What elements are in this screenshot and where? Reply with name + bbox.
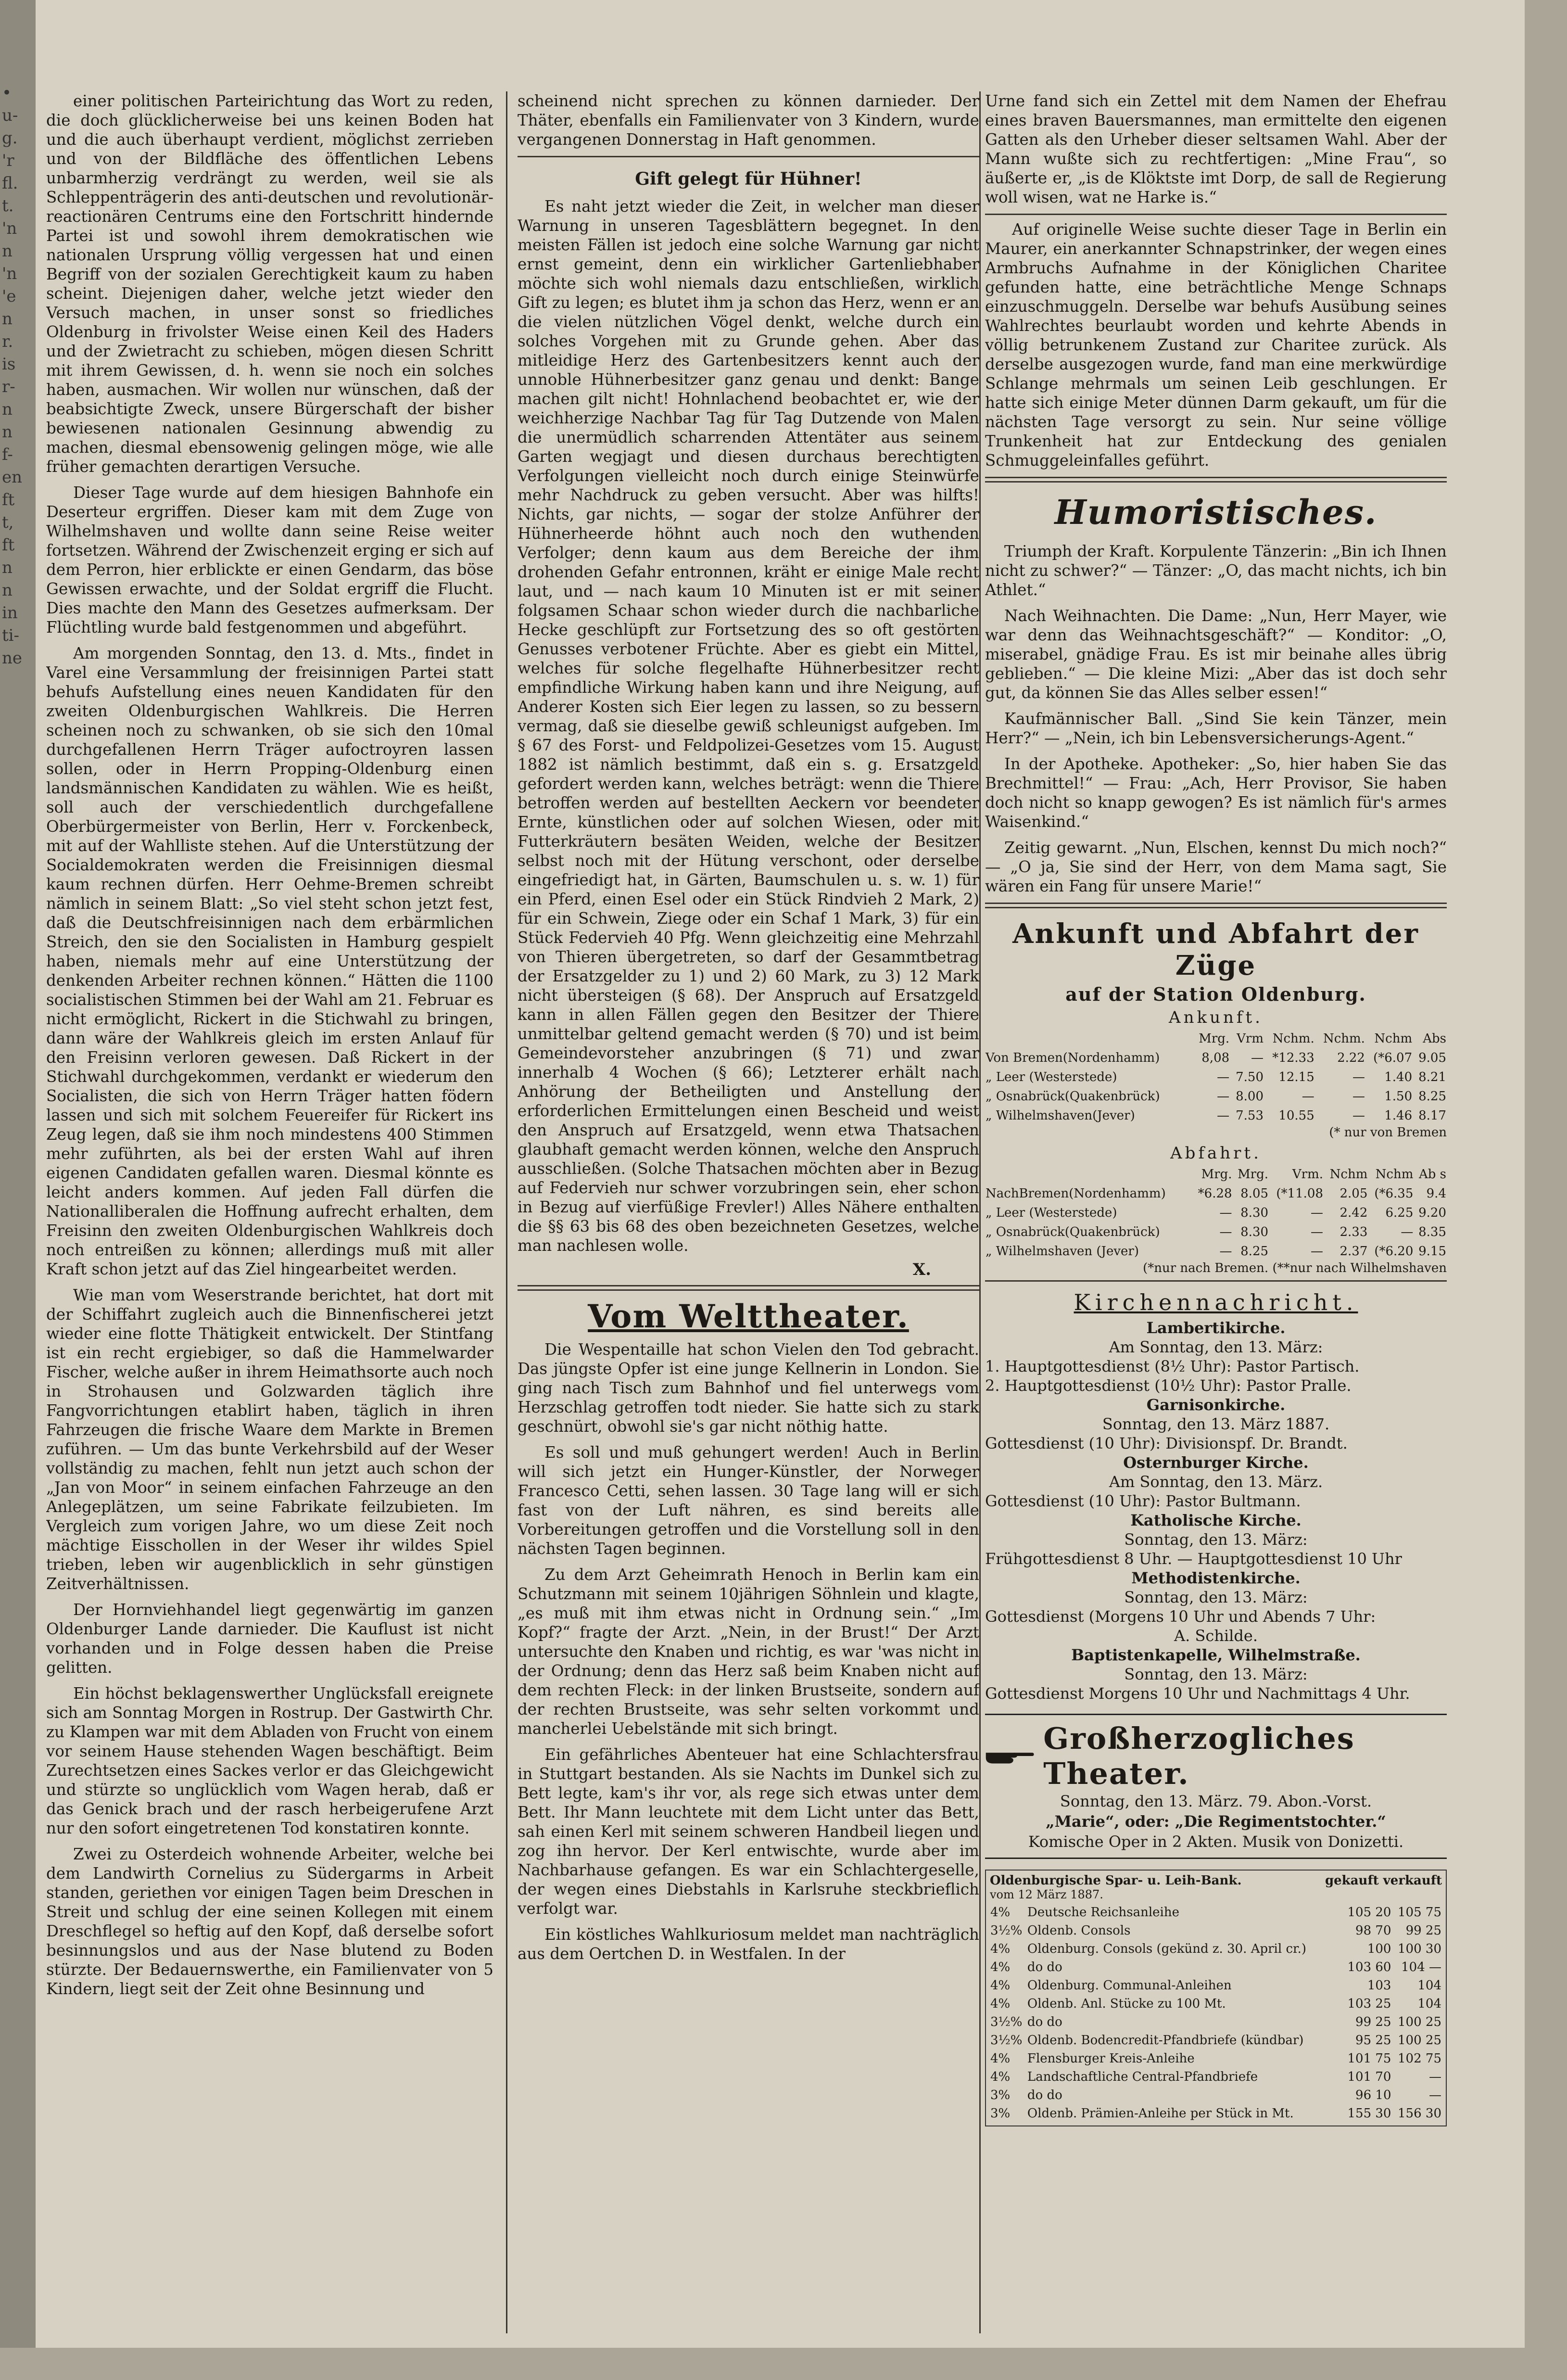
timetable-title: Ankunft und Abfahrt der Züge xyxy=(1012,918,1419,981)
timetable-time: 12.15 xyxy=(1278,1070,1314,1084)
train-timetable xyxy=(985,918,1447,1275)
timetable-header-cell: Ab s xyxy=(1418,1167,1446,1182)
binding-fragment: ft xyxy=(2,535,15,555)
timetable-station: „ Osnabrück(Quakenbrück) xyxy=(986,1225,1160,1239)
arrival-note: (* nur von Bremen xyxy=(1329,1125,1447,1140)
bank-ask: 100 30 xyxy=(1398,1942,1441,1956)
bank-bid: 103 25 xyxy=(1347,1997,1391,2011)
pointing-hand-icon xyxy=(985,1745,1035,1767)
timetable-subtitle: auf der Station Oldenburg. xyxy=(1065,983,1366,1005)
bank-row xyxy=(990,1903,1442,1922)
church-service-line: Am Sonntag, den 13. März. xyxy=(1109,1473,1323,1491)
bank-row xyxy=(990,2068,1442,2086)
bank-bid: 101 70 xyxy=(1347,2070,1391,2084)
binding-fragment: • xyxy=(2,83,12,102)
timetable-header-cell: Nchm. xyxy=(1323,1031,1365,1046)
timetable-time: — xyxy=(1219,1244,1232,1259)
timetable-time: 8.25 xyxy=(1240,1244,1269,1259)
timetable-time: — xyxy=(1310,1225,1323,1239)
article-separator xyxy=(985,214,1447,215)
bank-row xyxy=(990,2031,1442,2049)
article-paragraph: scheinend nicht sprechen zu können darnieder. Der Thäter, ebenfalls ein Familienvater von 3 Kindern, wurde vergangenen Donnerstag in Haft genommen. xyxy=(518,92,979,149)
bank-ask: 104 — xyxy=(1401,1960,1441,1974)
bank-rate: 4% xyxy=(990,2070,1011,2084)
timetable-time: — xyxy=(1219,1225,1232,1239)
church-service-line: Sonntag, den 13. März: xyxy=(1124,1588,1308,1606)
church-name: Lambertikirche. xyxy=(1146,1319,1286,1337)
timetable-time: 8,08 xyxy=(1201,1051,1230,1065)
timetable-time: 9.20 xyxy=(1418,1206,1446,1220)
timetable-header-cell: Nchm xyxy=(1329,1167,1368,1182)
church-service-line: 1. Hauptgottesdienst (8½ Uhr): Pastor Partisch. xyxy=(985,1357,1360,1375)
timetable-header-row xyxy=(985,1165,1447,1184)
church-name: Garnisonkirche. xyxy=(1146,1396,1286,1414)
binding-fragment: fl. xyxy=(2,174,18,193)
timetable-time: (*11.08 xyxy=(1276,1186,1323,1201)
church-rule xyxy=(985,1280,1447,1282)
article-paragraph: Zu dem Arzt Geheimrath Henoch in Berlin kam ein Schutzmann mit seinem 10jährigen Söhnlein und klagte, „es muß mit ihm etwas nicht in Ordnung sein.“ „Im Kopf?“ fragte der Arzt. „Nein, in der Brust!“ Der Arzt untersuchte den Knaben und richtig, es war 'was nicht in der Ordnung; denn das Herz saß beim Knaben nicht auf dem rechten Fleck: in der linken Brustseite, sondern auf der rechten Brustseite, was sehr selten vorkommt und mancherlei Uebelstände mit sich bringt. xyxy=(518,1565,979,1738)
bank-title: Oldenburgische Spar- u. Leih-Bank. xyxy=(990,1873,1242,1888)
binding-fragment: r- xyxy=(2,377,15,396)
bank-row xyxy=(990,2104,1442,2123)
bank-row xyxy=(990,1940,1442,1958)
bank-bid: 100 xyxy=(1367,1942,1391,1956)
timetable-time: 10.55 xyxy=(1278,1108,1314,1123)
binding-fragment: is xyxy=(2,355,16,374)
bank-ask: 104 xyxy=(1417,1978,1441,1993)
timetable-time: 2.22 xyxy=(1337,1051,1365,1065)
bank-bid: 103 xyxy=(1367,1978,1391,1993)
timetable-time: — xyxy=(1310,1206,1323,1220)
bank-rate: 3½% xyxy=(990,1923,1023,1938)
bank-security: Landschaftliche Central-Pfandbriefe xyxy=(1027,2070,1258,2084)
theater-notice xyxy=(985,1714,1447,1859)
theater-date: Sonntag, den 13. März. 79. Abon.-Vorst. xyxy=(1060,1792,1372,1810)
article-paragraph: Ein höchst beklagenswerther Unglücksfall ereignete sich am Sonntag Morgen in Rostrup. Der Gastwirth Chr. zu Klampen war mit dem Abladen von Frucht von einem vor seinem Hause stehenden Wagen beschäftigt. Beim Zurechtsetzen eines Sackes verlor er das Gleichgewicht und stürzte so unglücklich vom Wagen herab, daß er das Genick brach und der rasch herbeigerufene Arzt nur den sofort eingetretenen Tod konstatiren konnte. xyxy=(46,1684,493,1837)
timetable-station: „ Wilhelmshaven(Jever) xyxy=(986,1108,1135,1123)
church-service-line: Frühgottesdienst 8 Uhr. — Hauptgottesdienst 10 Uhr xyxy=(985,1550,1402,1568)
theater-play: „Marie“, oder: „Die Regimentstochter.“ xyxy=(1046,1812,1386,1831)
timetable-time: 8.30 xyxy=(1240,1206,1269,1220)
departure-label: Abfahrt. xyxy=(1170,1144,1262,1163)
timetable-header-cell: Mrg. xyxy=(1201,1167,1232,1182)
section-separator xyxy=(518,1285,979,1291)
church-service-line: Gottesdienst (Morgens 10 Uhr und Abends 7 Uhr: xyxy=(985,1607,1376,1626)
bank-row xyxy=(990,2086,1442,2104)
binding-fragment: en xyxy=(2,468,23,487)
bank-rate: 4% xyxy=(990,2051,1011,2066)
bank-security: Oldenb. Consols xyxy=(1027,1923,1131,1938)
article-paragraph: Am morgenden Sonntag, den 13. d. Mts., findet in Varel eine Versammlung der freisinnigen Partei statt behufs Aufstellung eines neuen Kandidaten für den zweiten Oldenburgischen Wahlkreis. Die Herren scheinen noch zu schwanken, ob sie sich den 10mal durchgefallenen Herrn Träger aufoctroyren lassen sollen, oder in Herrn Propping-Oldenburg einen landsmännischen Kandidaten zu wählen. Wie es heißt, soll auch der verschiedentlich durchgefallene Oberbürgermeister von Berlin, Herr v. Forckenbeck, mit auf der Wahlliste stehen. Auf die Unterstützung der Socialdemokraten werden die Freisinnigen diesmal kaum rechnen dürfen. Herr Oehme-Bremen schreibt nämlich in seinem Blatt: „So viel steht schon jetzt fest, daß die Deutschfreisinnigen nach dem erbärmlichen Streich, den sie den Socialisten in Hamburg gespielt haben, niemals mehr auf eine Unterstützung der denkenden Arbeiter rechnen können.“ Hätten die 1100 socialistischen Stimmen bei der Wahl am 21. Februar es nicht ermöglicht, Rickert in die Stichwahl zu bringen, dann wäre der Wahlkreis gleich im ersten Anlauf für den Freisinn verloren gewesen. Daß Rickert in der Stichwahl durchgekommen, verdankt er wiederum den Socialisten, die sich von Herrn Träger hatten födern lassen und sich mit solchem Feuereifer für Rickert ins Zeug legen, daß sie ihm noch mindestens 400 Stimmen mehr zuführten, als bei der ersten Wahl auf ihren eigenen Candidaten gefallen waren. Diesmal könnte es leicht anders kommen. Auf jeden Fall dürfen die Nationalliberalen die Hoffnung aufrecht erhalten, dem Freisinn den zweiten Oldenburgischen Wahlkreis doch noch entreißen zu können; allerdings muß mit aller Kraft schon jetzt auf das Ziel hingearbeitet werden. xyxy=(46,644,493,1278)
timetable-station: NachBremen(Nordenhamm) xyxy=(986,1186,1166,1201)
bank-ask: — xyxy=(1429,2088,1441,2102)
bank-row xyxy=(990,2013,1442,2031)
bank-bid: 99 25 xyxy=(1355,2015,1391,2029)
binding-fragment: n xyxy=(2,309,13,329)
timetable-time: — xyxy=(1217,1070,1230,1084)
timetable-time: 1.46 xyxy=(1384,1108,1413,1123)
timetable-time: 1.40 xyxy=(1384,1070,1413,1084)
humor-items xyxy=(985,542,1447,896)
timetable-row xyxy=(985,1068,1447,1087)
timetable-time: 7.53 xyxy=(1236,1108,1264,1123)
church-notices xyxy=(985,1289,1447,1703)
bank-security: Oldenburg. Consols (gekünd z. 30. April cr.) xyxy=(1027,1942,1306,1956)
church-service-line: Gottesdienst (10 Uhr): Divisionspf. Dr. Brandt. xyxy=(985,1434,1348,1452)
article-paragraph: Wie man vom Weserstrande berichtet, hat dort mit der Schiffahrt zugleich auch die Binnenfischerei jetzt wieder eine flotte Thätigkeit entwickelt. Der Stintfang ist ein recht ergiebiger, so daß die Hammelwarder Fischer, welche außer in ihrem Heimathsorte auch noch in Strohausen und Golzwarden täglich ihre Fangvorrichtungen etablirt haben, täglich in ihren Fahrzeugen die frische Waare dem Markte in Bremen zuführen. — Um das bunte Verkehrsbild auf der Weser vollständig zu machen, fehlt nun jetzt auch schon der „Jan von Moor“ in seinem einfachen Fahrzeuge an den Anlegeplätzen, um seine Fabrikate feilzubieten. Im Vergleich zum vorigen Jahre, wo um diese Zeit noch mächtige Eisschollen in der Weser ihr wildes Spiel trieben, leben wir augenblicklich in sehr günstigen Zeitverhältnissen. xyxy=(46,1286,493,1593)
article-heading: Gift gelegt für Hühner! xyxy=(635,169,862,189)
timetable-station: „ Osnabrück(Quakenbrück) xyxy=(986,1089,1160,1104)
binding-fragment: u- xyxy=(2,106,18,125)
humor-item: Zeitig gewarnt. „Nun, Elschen, kennst Du mich noch?“ — „O ja, Sie sind der Herr, von dem Mama sagt, Sie wären ein Fang für unsere Marie!“ xyxy=(985,839,1447,895)
bank-row xyxy=(990,1922,1442,1940)
column-right xyxy=(985,91,1447,2126)
bank-rates xyxy=(985,1870,1447,2126)
timetable-time: 9.4 xyxy=(1426,1186,1446,1201)
binding-fragment: 'r xyxy=(2,151,14,170)
article-paragraph: Dieser Tage wurde auf dem hiesigen Bahnhofe ein Deserteur ergriffen. Dieser kam mit dem Zuge von Wilhelmshaven und wollte dann seine Reise weiter fortsetzen. Während der Zwischenzeit erging er sich auf dem Perron, hier erblickte er einen Gendarm, das böse Gewissen erwachte, und der Soldat ergriff die Flucht. Dies machte den Mann des Gesetzes aufmerksam. Der Flüchtling wurde bald festgenommen und abgeführt. xyxy=(46,484,493,636)
bank-row xyxy=(990,1958,1442,1976)
bank-rate: 3½% xyxy=(990,2015,1023,2029)
timetable-rule xyxy=(985,903,1447,908)
timetable-row xyxy=(985,1242,1447,1261)
column-middle xyxy=(518,91,979,1970)
binding-fragment: ft xyxy=(2,490,15,509)
binding-fragment: n xyxy=(2,400,13,419)
bank-bid: 103 60 xyxy=(1347,1960,1391,1974)
article-paragraph: Der Hornviehhandel liegt gegenwärtig im ganzen Oldenburger Lande darnieder. Die Kauflust ist nicht vorhanden und in Folge dessen haben die Preise gelitten. xyxy=(46,1601,493,1677)
binding-fragment: n xyxy=(2,558,13,577)
timetable-row xyxy=(985,1106,1447,1125)
bank-rate: 4% xyxy=(990,1997,1011,2011)
timetable-row xyxy=(985,1203,1447,1222)
bank-bid: 98 70 xyxy=(1355,1923,1391,1938)
article-paragraph: Es naht jetzt wieder die Zeit, in welcher man dieser Warnung in unseren Tagesblättern begegnet. In den meisten Fällen ist jedoch eine solche Warnung gar nicht ernst gemeint, denn ein wirklicher Gartenliebhaber möchte sich wohl niemals dazu entschließen, wirklich Gift zu legen; es blutet ihm ja schon das Herz, wenn er an die vielen nützlichen Vögel denkt, welche durch ein solches Vorgehen mit zu Grunde gehen. Aber das mitleidige Herz des Gartenbesitzers kennt auch der unnoble Hühnerbesitzer ganz genau und denkt: Bange machen gilt nicht! Hohnlachend beobachtet er, wie der weichherzige Nachbar Tag für Tag Dutzende von Malen die unermüdlich scharrenden Attentäter aus seinem Garten wegjagt und diesen durchaus berechtigten Verfolgungen vielleicht noch durch einige Steinwürfe mehr Nachdruck zu geben versucht. Aber was hilfts! Nichts, gar nichts, — sogar der stolze Anführer der Hühnerheerde höhnt auch noch den wuthenden Verfolger; denn kaum aus dem Bereiche der ihm drohenden Gefahr entronnen, kräht er einige Male recht laut, und — nach kaum 10 Minuten ist er mit seiner folgsamen Schaar schon wieder durch die nachbarliche Hecke geschlüpft zur Fortsetzung des so oft gestörten Genusses verbotener Früchte. Aber es giebt ein Mittel, welches für solche flegelhafte Hühnerbesitzer recht empfindliche Wirkung haben kann und ihre Neigung, auf Anderer Kosten sich Eier legen zu lassen, so zu bessern vermag, daß sie dieselbe gewiß schleunigst aufgeben. Im § 67 des Forst- und Feldpolizei-Gesetzes vom 15. August 1882 ist nämlich bestimmt, daß ein s. g. Ersatzgeld gefordert werden kann, welches beträgt: wenn die Thiere betroffen werden auf bestellten Aeckern vor beendeter Ernte, künstlichen oder auf solchen Wiesen, oder mit Futterkräutern besäten Weiden, welche der Besitzer selbst noch mit der Hütung verschont, oder derselbe eingefriedigt hat, in Gärten, Baumschulen u. s. w. 1) für ein Pferd, einen Esel oder ein Stück Rindvieh 2 Mark, 2) für ein Schwein, Ziege oder ein Schaf 1 Mark, 3) für ein Stück Federvieh 40 Pfg. Wenn gleichzeitig eine Mehrzahl von Thieren übergetreten, so darf der Gesammtbetrag der Ersatzgelder zu 1) und 2) 60 Mark, zu 3) 12 Mark nicht übersteigen (§ 68). Der Anspruch auf Ersatzgeld kann in allen Fällen gegen den Besitzer der Thiere unmittelbar geltend gemacht werden (§ 70) und ist beim Gemeindevorsteher anzubringen (§ 71) und zwar innerhalb 4 Wochen (§ 66); Letzterer erhält nach Anhörung der Betheiligten und Anstellung der erforderlichen Ermittelungen einen Bescheid und weist den Anspruch auf Ersatzgeld, wenn etwa Thatsachen glaubhaft gemacht werden können, welche den Anspruch ausschließen. (Solche Thatsachen möchten aber in Bezug auf Federvieh nur schwer vorzubringen sein, eher schon in Bezug auf vierfüßige Frevler!) Alles Nähere enthalten die §§ 63 bis 68 des oben bezeichneten Gesetzes, welche man nachlesen wolle. xyxy=(518,197,979,1255)
column-left xyxy=(46,91,493,2005)
timetable-header-cell: Mrg. xyxy=(1238,1167,1269,1182)
bank-security: do do xyxy=(1027,2088,1062,2102)
humor-rule xyxy=(985,477,1447,483)
article-paragraph: Urne fand sich ein Zettel mit dem Namen der Ehefrau eines braven Bauersmannes, man ermittelte den eigenen Gatten als den Urheber dieser seltsamen Wahl. Aber der Mann wußte sich zu rechtfertigen: „Mine Frau“, so äußerte er, „is de Klöktste imt Dorp, de sall de Regierung woll wisen, wat ne Harke is.“ xyxy=(985,92,1447,206)
bank-ask: 100 25 xyxy=(1398,2033,1441,2048)
timetable-time: *12.33 xyxy=(1272,1051,1314,1065)
departure-table xyxy=(985,1165,1447,1261)
timetable-time: — xyxy=(1352,1070,1365,1084)
binding-fragment: in xyxy=(2,603,18,623)
bank-security: Oldenb. Bodencredit-Pfandbriefe (kündbar) xyxy=(1027,2033,1304,2048)
timetable-time: — xyxy=(1352,1108,1365,1123)
bank-date: vom 12 März 1887. xyxy=(990,1888,1103,1901)
humor-item: Nach Weihnachten. Die Dame: „Nun, Herr Mayer, wie war denn das Weihnachtsgeschäft?“ — Konditor: „O, miserabel, gnädige Frau. Es ist mir beinahe alles übrig geblieben.“ — Die kleine Mizi: „Aber das ist doch sehr gut, da können Sie das Alles selber essen!“ xyxy=(985,607,1447,702)
bank-ask: 105 75 xyxy=(1398,1905,1441,1920)
bank-bid: 101 75 xyxy=(1347,2051,1391,2066)
timetable-time: — xyxy=(1352,1089,1365,1104)
timetable-header-cell: Vrm. xyxy=(1292,1167,1323,1182)
timetable-time: 2.42 xyxy=(1340,1206,1368,1220)
binding-fragment: 'n xyxy=(2,219,17,238)
bank-bid: 95 25 xyxy=(1355,2033,1391,2048)
bank-rate: 3% xyxy=(990,2088,1011,2102)
bank-bid: 105 20 xyxy=(1347,1905,1391,1920)
arrival-table xyxy=(985,1029,1447,1125)
timetable-time: (*6.07 xyxy=(1373,1051,1413,1065)
church-service-line: Gottesdienst (10 Uhr): Pastor Bultmann. xyxy=(985,1492,1301,1510)
timetable-time: 2.05 xyxy=(1340,1186,1368,1201)
timetable-time: 9.05 xyxy=(1418,1051,1446,1065)
church-service-line: Gottesdienst Morgens 10 Uhr und Nachmittags 4 Uhr. xyxy=(985,1684,1410,1703)
timetable-time: *6.28 xyxy=(1198,1186,1232,1201)
bank-security: do do xyxy=(1027,2015,1062,2029)
timetable-header-cell: Vrm xyxy=(1237,1031,1264,1046)
article-separator xyxy=(518,156,979,157)
bank-security: Oldenb. Anl. Stücke zu 100 Mt. xyxy=(1027,1997,1226,2011)
humor-title: Humoristisches. xyxy=(1054,492,1377,532)
church-name: Katholische Kirche. xyxy=(1130,1511,1302,1529)
timetable-time: 2.37 xyxy=(1340,1244,1368,1259)
bank-row xyxy=(990,2049,1442,2068)
church-service-line: A. Schilde. xyxy=(1174,1627,1258,1645)
timetable-time: 8.25 xyxy=(1418,1089,1446,1104)
bank-table xyxy=(990,1903,1442,2123)
timetable-station: „ Leer (Westerstede) xyxy=(986,1206,1117,1220)
article-paragraph: Es soll und muß gehungert werden! Auch in Berlin will sich jetzt ein Hunger-Künstler, der Norweger Francesco Cetti, sehen lassen. 30 Tage lang will er sich fast von der Luft nähren, es sind bereits alle Vorbereitungen getroffen und die Vorstellung soll in den nächsten Tagen beginnen. xyxy=(518,1443,979,1558)
page-edge-bottom xyxy=(0,2348,1567,2380)
article-paragraph: Die Wespentaille hat schon Vielen den Tod gebracht. Das jüngste Opfer ist eine junge Kellnerin in London. Sie ging nach Tisch zum Bahnhof und fiel unterwegs vom Herzschlag getroffen todt nieder. Sie hatte sich zu stark geschnürt, obwohl sie's gar nicht nöthig hatte. xyxy=(518,1340,979,1436)
article-paragraph: Ein köstliches Wahlkuriosum meldet man nachträglich aus dem Oertchen D. in Westfalen. In der xyxy=(518,1925,979,1963)
timetable-time: 8.17 xyxy=(1418,1108,1446,1123)
bank-ask: 156 30 xyxy=(1398,2106,1441,2121)
timetable-row xyxy=(985,1222,1447,1242)
article-paragraph: Zwei zu Osterdeich wohnende Arbeiter, welche bei dem Landwirth Cornelius zu Südergarms in Arbeit standen, geriethen vor einigen Tagen beim Dreschen in Streit und schlug der eine seinen Kollegen mit einem Dreschflegel so heftig auf den Kopf, daß derselbe sofort besinnungslos und aus der Nase blutend zu Boden stürzte. Der Bedauernswerthe, ein Familienvater von 5 Kindern, liegt seit der Zeit ohne Besinnung und xyxy=(46,1845,493,1998)
column-rule-1 xyxy=(506,91,507,2333)
timetable-time: (*6.35 xyxy=(1374,1186,1414,1201)
book-binding-margin xyxy=(0,0,36,2380)
bank-security: Flensburger Kreis-Anleihe xyxy=(1027,2051,1195,2066)
bank-ask: 102 75 xyxy=(1398,2051,1441,2066)
humor-item: Triumph der Kraft. Korpulente Tänzerin: „Bin ich Ihnen nicht zu schwer?“ — Tänzer: „O, das macht nichts, ich bin Athlet.“ xyxy=(985,542,1447,599)
timetable-row xyxy=(985,1048,1447,1068)
humor-item: In der Apotheke. Apotheker: „So, hier haben Sie das Brechmittel!“ — Frau: „Ach, Herr Provisor, Sie haben doch nicht so knapp gewogen? Es ist nämlich für's armes Waisenkind.“ xyxy=(985,755,1447,831)
column-rule-2 xyxy=(979,91,981,2333)
church-service-line: Am Sonntag, den 13. März: xyxy=(1109,1338,1323,1356)
timetable-header-cell xyxy=(985,1029,1192,1048)
arrival-label: Ankunft. xyxy=(1169,1008,1263,1027)
timetable-time: — xyxy=(1302,1089,1314,1104)
binding-fragment: g. xyxy=(2,128,18,148)
timetable-station: „ Wilhelmshaven (Jever) xyxy=(986,1244,1139,1259)
bank-ask: 104 xyxy=(1417,1997,1441,2011)
bank-rate: 4% xyxy=(990,1905,1011,1920)
bank-security: Oldenb. Prämien-Anleihe per Stück in Mt. xyxy=(1027,2106,1294,2121)
church-lines xyxy=(985,1318,1447,1703)
timetable-time: (*6.20 xyxy=(1374,1244,1414,1259)
timetable-row xyxy=(985,1087,1447,1106)
bank-rate: 3% xyxy=(990,2106,1011,2121)
timetable-station: Von Bremen(Nordenhamm) xyxy=(986,1051,1160,1065)
timetable-header-row xyxy=(985,1029,1447,1048)
timetable-header-cell: Nchm xyxy=(1374,1031,1413,1046)
article-paragraph: Auf originelle Weise suchte dieser Tage in Berlin ein Maurer, ein anerkannter Schnapstrinker, der wegen eines Armbruchs Aufnahme in der Königlichen Charitee gefunden hatte, eine beträchtliche Menge Schnaps einzuschmuggeln. Derselbe war behufs Ausübung seines Wahlrechtes beurlaubt worden und kehrte Abends in völlig betrunkenem Zustand zur Charitee zurück. Als derselbe ausgezogen wurde, fand man eine merkwürdige Schlange mehrmals um seinen Leib geschlungen. Er hatte sich einige Meter dünnen Darm gekauft, um für die nächsten Tage versorgt zu sein. Nur seine völlige Trunkenheit hat zur Entdeckung des genialen Schmuggeleinfalles geführt. xyxy=(985,220,1447,470)
timetable-row xyxy=(985,1184,1447,1203)
binding-fragment: 'e xyxy=(2,287,16,306)
bank-ask: — xyxy=(1429,2070,1441,2084)
column-right-articles xyxy=(985,91,1447,470)
timetable-time: 8.35 xyxy=(1418,1225,1446,1239)
church-title: Kirchennachricht. xyxy=(1074,1289,1358,1315)
binding-fragment: n xyxy=(2,242,13,261)
timetable-time: 9.15 xyxy=(1418,1244,1446,1259)
binding-fragment: ne xyxy=(2,649,23,668)
bank-rate: 4% xyxy=(990,1942,1011,1956)
binding-fragment: n xyxy=(2,422,13,442)
theater-title: Großherzogliches Theater. xyxy=(1043,1721,1355,1791)
binding-fragment: ti- xyxy=(2,626,20,645)
church-service-line: Sonntag, den 13. März 1887. xyxy=(1102,1415,1330,1433)
binding-fragment: r. xyxy=(2,332,13,351)
bank-row xyxy=(990,1995,1442,2013)
bank-row xyxy=(990,1976,1442,1995)
bank-rate: 3½% xyxy=(990,2033,1023,2048)
article-paragraph: einer politischen Parteirichtung das Wort zu reden, die doch glücklicherweise bei uns keinen Boden hat und die auch überhaupt verdient, möglichst zerrieben und von der Bildfläche des öffentlichen Lebens unbarmherzig verdrängt zu werden, weil sie als Schleppenträgerin des anti-deutschen und revolutionär-reactionären Centrums eine den Fortschritt hindernde Partei ist und sowohl ihrem demokratischen wie nationalen Ursprung völlig vergessen hat und einen Begriff von der sozialen Gerechtigkeit kaum zu haben scheint. Diejenigen daher, welche jetzt wieder den Versuch machen, in unser sonst so friedliches Oldenburg in frivolster Weise einen Keil des Haders und der Zwietracht zu schieben, mögen diesen Schritt mit ihrem Gewissen, d. h. wenn sie noch ein solches haben, ausmachen. Wir wollen nur wünschen, daß der beabsichtigte Zweck, unsere Bürgerschaft der bisher bewiesenen nationalen Gesinnung abwendig zu machen, diesmal ebensowenig gelingen möge, wie alle früher gemachten derartigen Versuche. xyxy=(46,92,493,476)
timetable-header-cell: Mrg. xyxy=(1199,1031,1230,1046)
timetable-time: 8.21 xyxy=(1418,1070,1446,1084)
humor-item: Kaufmännischer Ball. „Sind Sie kein Tänzer, mein Herr?“ — „Nein, ich bin Lebensversicherungs-Agent.“ xyxy=(985,710,1447,747)
bank-rate: 4% xyxy=(990,1978,1011,1993)
binding-fragment: t, xyxy=(2,513,14,532)
timetable-time: 8.05 xyxy=(1240,1186,1269,1201)
timetable-time: — xyxy=(1401,1225,1414,1239)
timetable-time: 8.30 xyxy=(1240,1225,1269,1239)
church-name: Baptistenkapelle, Wilhelmstraße. xyxy=(1071,1646,1361,1664)
binding-fragment: t. xyxy=(2,196,14,216)
binding-fragment: n xyxy=(2,581,13,600)
bank-security: Deutsche Reichsanleihe xyxy=(1027,1905,1179,1920)
timetable-time: — xyxy=(1310,1244,1323,1259)
departure-note: (*nur nach Bremen. (**nur nach Wilhelmshaven xyxy=(1143,1261,1447,1275)
timetable-time: 1.50 xyxy=(1384,1089,1413,1104)
church-service-line: 2. Hauptgottesdienst (10½ Uhr): Pastor Pralle. xyxy=(985,1376,1352,1395)
article-signature: X. xyxy=(912,1260,931,1279)
timetable-header-cell: Nchm xyxy=(1375,1167,1414,1182)
section-title: Vom Welttheater. xyxy=(588,1298,909,1335)
bank-ask: 99 25 xyxy=(1405,1923,1441,1938)
timetable-time: 8.00 xyxy=(1236,1089,1264,1104)
bank-columns: gekauft verkauft xyxy=(1325,1873,1442,1888)
binding-fragment: f- xyxy=(2,445,13,464)
church-name: Osternburger Kirche. xyxy=(1123,1453,1309,1472)
timetable-time: 7.50 xyxy=(1236,1070,1264,1084)
church-service-line: Sonntag, den 13. März: xyxy=(1124,1665,1308,1683)
timetable-time: — xyxy=(1217,1089,1230,1104)
humor-section xyxy=(985,492,1447,896)
timetable-time: — xyxy=(1217,1108,1230,1123)
timetable-header-cell: Abs xyxy=(1423,1031,1446,1046)
binding-fragment: 'n xyxy=(2,264,17,283)
theater-info: Komische Oper in 2 Akten. Musik von Donizetti. xyxy=(1028,1833,1404,1851)
timetable-time: — xyxy=(1251,1051,1264,1065)
article-paragraph: Ein gefährliches Abenteuer hat eine Schlachtersfrau in Stuttgart bestanden. Als sie Nachts im Dunkel sich zu Bett legte, kam's ihr vor, als rege sich etwas unter dem Bett. Ihr Mann leuchtete mit dem Licht unter das Bett, sah einen Kerl mit seinem schweren Handbeil liegen und zog ihn hervor. Der Kerl entwischte, wurde aber im Nachbarhause gefangen. Es war ein Schlachtergeselle, der wegen eines Diebstahls in Karlsruhe steckbrieflich verfolgt war. xyxy=(518,1745,979,1918)
timetable-header-cell: Nchm. xyxy=(1272,1031,1314,1046)
bank-bid: 96 10 xyxy=(1355,2088,1391,2102)
timetable-time: — xyxy=(1219,1206,1232,1220)
page-edge-right xyxy=(1525,0,1567,2380)
church-service-line: Sonntag, den 13. März: xyxy=(1124,1530,1308,1549)
bank-bid: 155 30 xyxy=(1347,2106,1391,2121)
church-name: Methodistenkirche. xyxy=(1131,1569,1301,1587)
bank-rate: 4% xyxy=(990,1960,1011,1974)
adjacent-page-fragments xyxy=(2,82,32,670)
bank-security: Oldenburg. Communal-Anleihen xyxy=(1027,1978,1232,1993)
timetable-time: 2.33 xyxy=(1340,1225,1368,1239)
bank-ask: 100 25 xyxy=(1398,2015,1441,2029)
bank-security: do do xyxy=(1027,1960,1062,1974)
timetable-time: 6.25 xyxy=(1385,1206,1414,1220)
timetable-station: „ Leer (Westerstede) xyxy=(986,1070,1117,1084)
timetable-header-cell xyxy=(985,1165,1192,1184)
